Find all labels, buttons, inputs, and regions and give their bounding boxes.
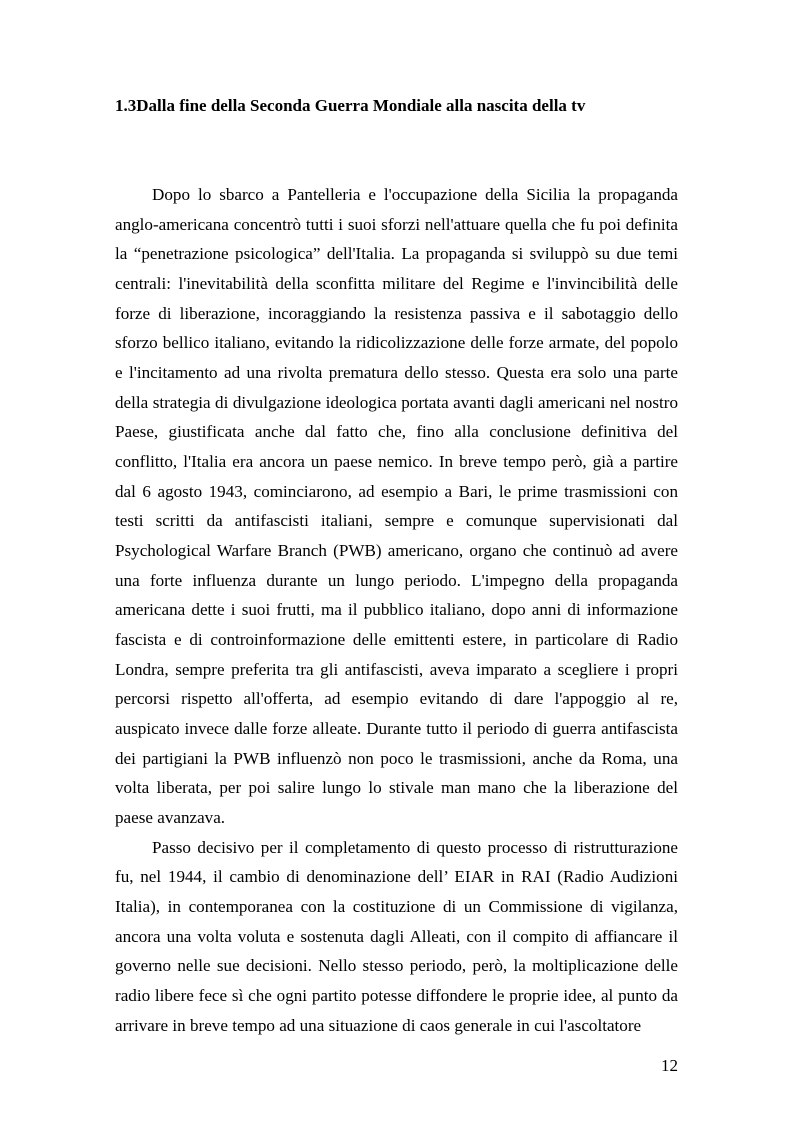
body-text [115, 180, 678, 1040]
paragraph: Dopo lo sbarco a Pantelleria e l'occupazione della Sicilia la propaganda anglo-americana concentrò tutti i suoi sforzi nell'attuare quella che fu poi definita la “penetrazione psicologica” dell'Italia. La propaganda si sviluppò su due temi centrali: l'inevitabilità della sconfitta militare del Regime e l'invincibilità delle forze di liberazione, incoraggiando la resistenza passiva e il sabotaggio dello sforzo bellico italiano, evitando la ridicolizzazione delle forze armate, del popolo e l'incitamento ad una rivolta prematura dello stesso. Questa era solo una parte della strategia di divulgazione ideologica portata avanti dagli americani nel nostro Paese, giustificata anche dal fatto che, fino alla conclusione definitiva del conflitto, l'Italia era ancora un paese nemico. In breve tempo però, già a partire dal 6 agosto 1943, cominciarono, ad esempio a Bari, le prime trasmissioni con testi scritti da antifascisti italiani, sempre e comunque supervisionati dal Psychological Warfare Branch (PWB) americano, organo che continuò ad avere una forte influenza durante un lungo periodo. L'impegno della propaganda americana dette i suoi frutti, ma il pubblico italiano, dopo anni di informazione fascista e di controinformazione delle emittenti estere, in particolare di Radio Londra, sempre preferita tra gli antifascisti, aveva imparato a scegliere i propri percorsi rispetto all'offerta, ad esempio evitando di dare l'appoggio al re, auspicato invece dalle forze alleate. Durante tutto il periodo di guerra antifascista dei partigiani la PWB influenzò non poco le trasmissioni, anche da Roma, una volta liberata, per poi salire lungo lo stivale man mano che la liberazione del paese avanzava. [115, 185, 678, 828]
paragraph: Passo decisivo per il completamento di questo processo di ristrutturazione fu, nel 1944, il cambio di denominazione dell’ EIAR in RAI (Radio Audizioni Italia), in contemporanea con la costituzione di un Commissione di vigilanza, ancora una volta voluta e sostenuta dagli Alleati, con il compito di affiancare il governo nelle sue decisioni. Nello stesso periodo, però, la moltiplicazione delle radio libere fece sì che ogni partito potesse diffondere le proprie idee, al punto da arrivare in breve tempo ad una situazione di caos generale in cui l'ascoltatore [115, 837, 678, 1035]
page-number: 12 [661, 1056, 678, 1075]
section-heading: 1.3Dalla fine della Seconda Guerra Mondiale alla nascita della tv [115, 96, 586, 115]
